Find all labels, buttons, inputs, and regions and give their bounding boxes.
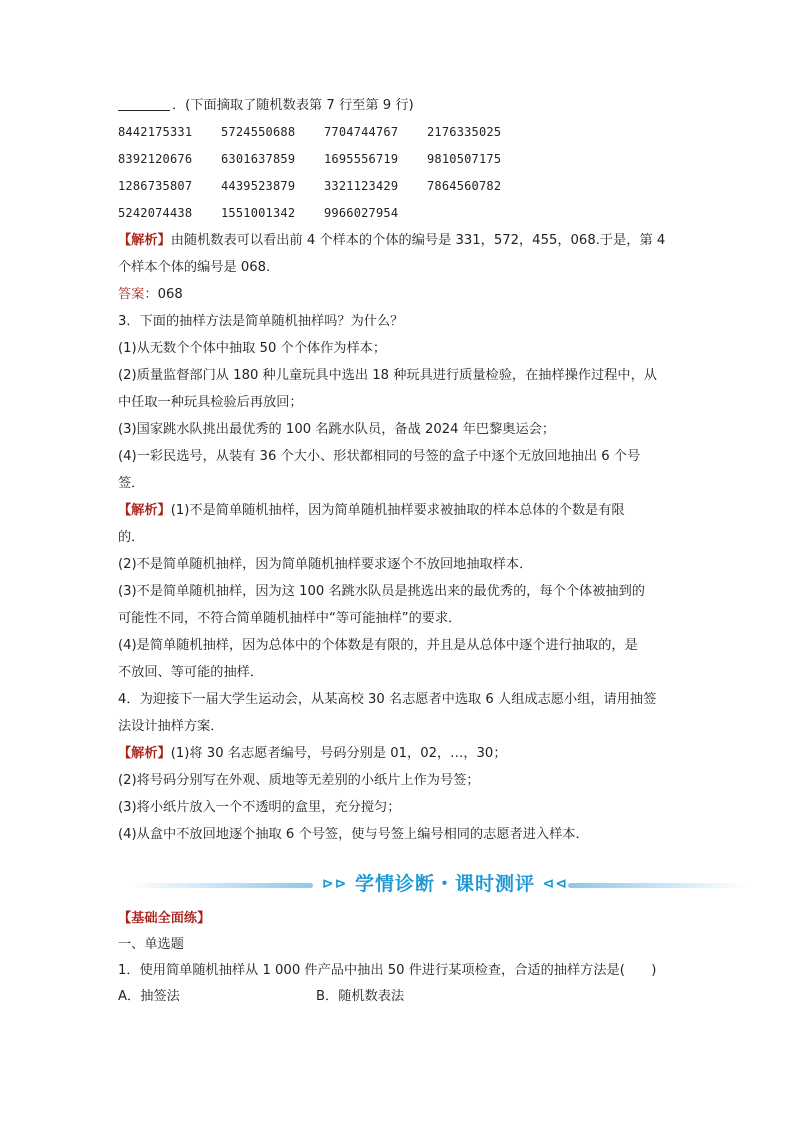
analysis-tag: 【解析】 [118, 233, 171, 248]
table-cell: 1695556719 [324, 152, 399, 166]
table-cell: 5242074438 [118, 206, 193, 220]
q4-analysis-line: (2)将号码分别写在外观、质地等无差别的小纸片上作为号签； [118, 773, 480, 788]
table-cell: 3321123429 [324, 179, 399, 193]
practice-section [118, 906, 688, 1010]
q2-analysis-cont: 个样本个体的编号是 068. [118, 260, 271, 275]
q3-item: 签． [118, 476, 145, 491]
q3-analysis-line: 可能性不同，不符合简单随机抽样中“等可能抽样”的要求． [118, 611, 462, 626]
table-cell: 1286735807 [118, 179, 193, 193]
practice-options [118, 984, 688, 1010]
q3-analysis-line: (4)是简单随机抽样，因为总体中的个体数是有限的，并且是从总体中逐个进行抽取的，是 [118, 638, 638, 653]
banner-title [314, 869, 576, 899]
q3-item: (4)一彩民选号，从装有 36 个大小、形状都相同的号签的盒子中逐个无放回地抽出 6 个号 [118, 449, 641, 464]
table-cell: 8442175331 [118, 125, 193, 139]
intro-line [118, 92, 688, 119]
q3-analysis-line: (3)不是简单随机抽样，因为这 100 名跳水队员是挑选出来的最优秀的，每个个体被抽到的 [118, 584, 645, 599]
random-table-row [118, 119, 688, 146]
analysis-text: (1)不是简单随机抽样，因为简单随机抽样要求被抽取的样本总体的个数是有限 [170, 503, 625, 518]
analysis-text: 由随机数表可以看出前 4 个样本的个体的编号是 331，572，455，068.于是，第 4 [170, 233, 666, 248]
document-body [118, 92, 688, 848]
analysis-tag: 【解析】 [118, 503, 171, 518]
practice-subsection: 一、单选题 [118, 937, 184, 952]
table-cell: 7704744767 [324, 125, 399, 139]
intro-note: ．(下面摘取了随机数表第 7 行至第 9 行) [172, 98, 414, 113]
section-banner [118, 868, 748, 900]
q3-analysis-line: 不放回、等可能的抽样． [118, 665, 264, 680]
q3-analysis-line: 的． [118, 530, 145, 545]
option-b: B．随机数表法 [316, 989, 405, 1004]
q3-title: 3．下面的抽样方法是简单随机抽样吗？为什么？ [118, 314, 404, 329]
double-arrow-left-icon: ⊲⊲ [542, 876, 569, 892]
q2-analysis [118, 227, 688, 254]
q3-analysis [118, 497, 688, 524]
table-cell: 9966027954 [324, 206, 399, 220]
q3-item: (3)国家跳水队挑出最优秀的 100 名跳水队员，备战 2024 年巴黎奥运会； [118, 422, 556, 437]
random-table-row [118, 173, 688, 200]
q3-item: 中任取一种玩具检验后再放回； [118, 395, 303, 410]
table-cell: 1551001342 [221, 206, 296, 220]
banner-line-right [568, 883, 748, 888]
practice-section-title: 【基础全面练】 [118, 911, 211, 926]
q4-analysis-line: (4)从盒中不放回地逐个抽取 6 个号签，使与号签上编号相同的志愿者进入样本． [118, 827, 589, 842]
double-arrow-right-icon: ⊳⊳ [321, 876, 348, 892]
table-cell: 5724550688 [221, 125, 296, 139]
answer-label: 答案： [118, 287, 158, 302]
q4-title: 4．为迎接下一届大学生运动会，从某高校 30 名志愿者中选取 6 人组成志愿小组，请用抽签 [118, 692, 657, 707]
random-table-row [118, 200, 688, 227]
banner-title-text: 学情诊断・课时测评 [354, 873, 535, 895]
q3-item: (1)从无数个个体中抽取 50 个个体作为样本； [118, 341, 387, 356]
analysis-text: (1)将 30 名志愿者编号，号码分别是 01，02，…，30； [170, 746, 507, 761]
table-cell: 6301637859 [221, 152, 296, 166]
random-table-row [118, 146, 688, 173]
table-cell: 8392120676 [118, 152, 193, 166]
q4-title-cont: 法设计抽样方案． [118, 719, 224, 734]
q4-analysis [118, 740, 688, 767]
q3-analysis-line: (2)不是简单随机抽样，因为简单随机抽样要求逐个不放回地抽取样本． [118, 557, 533, 572]
answer-value: 068 [157, 287, 183, 302]
q4-analysis-line: (3)将小纸片放入一个不透明的盒里，充分搅匀； [118, 800, 401, 815]
answer-blank [118, 94, 170, 111]
q3-item: (2)质量监督部门从 180 种儿童玩具中选出 18 种玩具进行质量检验，在抽样操作过程中，从 [118, 368, 657, 383]
analysis-tag: 【解析】 [118, 746, 171, 761]
banner-line-left [128, 883, 313, 888]
table-cell: 2176335025 [427, 125, 502, 139]
table-cell: 4439523879 [221, 179, 296, 193]
q2-answer [118, 281, 688, 308]
table-cell: 7864560782 [427, 179, 502, 193]
table-cell: 9810507175 [427, 152, 502, 166]
practice-question-1: 1．使用简单随机抽样从 1 000 件产品中抽出 50 件进行某项检查，合适的抽样方法是( ) [118, 963, 657, 978]
option-a: A．抽签法 [118, 989, 180, 1004]
